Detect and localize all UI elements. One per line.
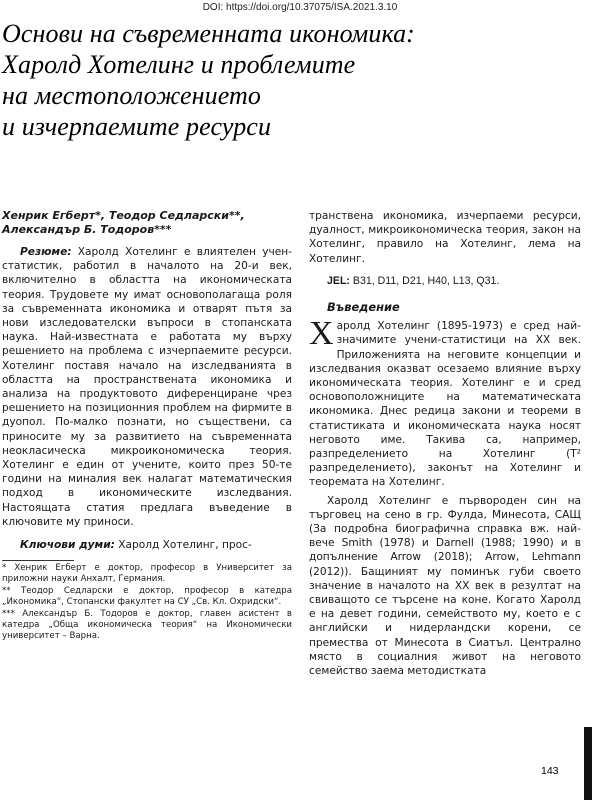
article-title: [2, 18, 598, 142]
jel-label: JEL:: [327, 274, 350, 287]
jel-codes: [309, 274, 581, 288]
right-column: [309, 209, 581, 678]
jel-text: B31, D11, D21, H40, L13, Q31.: [349, 274, 500, 287]
abstract-text: Харолд Хотелинг е влиятелен учен-статистик, работил в началото на 20-и век, включително в областта на икономическата теория. Трудовете му имат основополагаща роля за съвременната икономика и отварят пътя за нови изследователски въпроси в стопанската наука. Най-известната е работата му върху решението на проблема с изчерпаемите ресурси. Хотелинг поставя начало на изследванията в областта на пространствената икономика и анализа на продуктовото диференциране чрез решението на позиционния проблем на фирмите в дуопол. По-малко познати, но съществени, са приносите му за развитието на съвременната неокласическа микроикономическа теория. Хотелинг е един от учените, които през 50-те години на миналия век налагат математическия подход в икономическите изследвания. Настоящата статия предлага въведение в ключовите му приноси.: [2, 246, 292, 528]
author-line-2: Александър Б. Тодоров***: [2, 223, 172, 236]
abstract-label: Резюме:: [20, 246, 72, 258]
keywords-label: Ключови думи:: [20, 539, 115, 552]
footnote-2: ** Теодор Седларски е доктор, професор в катедра „Икономика“, Стопански факултет на СУ „Св. Кл. Охридски“.: [2, 586, 292, 608]
footnote-3: *** Александър Б. Тодоров е доктор, главен асистент в катедра „Обща икономическа теория“ на Икономически университет – Варна.: [2, 609, 292, 642]
intro-paragraph-1-text: аролд Хотелинг (1895-1973) е сред най-значимите учени-статистици на XX век. Приложенията на неговите концепции и изследвания оказват осезаемо влияние върху икономическата теория. Хотелинг е и сред основоположниците на математическата икономика. Днес редица закони и теореми в статистиката и икономическата наука носят неговото име. Такива са, например, разпределението на Хотелинг (T² разпределението), законът на Хотелинг и теоремата на Хотелинг.: [309, 320, 581, 489]
footnote-divider: [2, 560, 74, 561]
title-line-2: Харолд Хотелинг и проблемите: [2, 50, 356, 79]
intro-paragraph-1: [309, 315, 581, 489]
keywords: [2, 538, 292, 552]
keywords-continued: транствена икономика, изчерпаеми ресурси, дуалност, микроикономическа теория, закон на Хотелинг, правило на Хотелинг, лема на Хотелинг.: [309, 210, 581, 265]
author-line-1: Хенрик Егберт*, Теодор Седларски**,: [2, 209, 245, 222]
keywords-text-part-1: Харолд Хотелинг, прос-: [114, 539, 252, 552]
doi-line: DOI: https://doi.org/10.37075/ISA.2021.3.10: [202, 2, 398, 13]
author-list: [2, 209, 292, 237]
intro-paragraph-2: Харолд Хотелинг е първороден син на търговец на сено в гр. Фулда, Минесота, САЩ (За подробна биографична справка вж. най-вече Smith (1978) и Darnell (1988; 1990) и в допълнение Arrow (2018); Arrow, Lehmann (2012)). Бащиният му поминък губи своето значение в началото на XX век в резултат на свиващото се търсене на коне. Когато Харолд е на девет години, семейството му, което е с английски и нидерландски корени, се премества от Минесота в Сиатъл. Централно място в социалния живот на неговото семейство заема методистката: [309, 494, 581, 678]
drop-cap: Х: [309, 315, 334, 353]
left-column: [2, 209, 292, 642]
title-line-1: Основи на съвременната икономика:: [2, 19, 415, 48]
page-number: 143: [541, 765, 559, 777]
title-line-3: на местоположението: [2, 81, 262, 110]
section-heading: Въведение: [327, 300, 400, 315]
abstract: [2, 245, 292, 529]
title-line-4: и изчерпаемите ресурси: [2, 112, 272, 141]
footnote-1: * Хенрик Егберт е доктор, професор в Университет за приложни науки Анхалт, Германия.: [2, 563, 292, 585]
page-edge-bar: [584, 727, 592, 800]
